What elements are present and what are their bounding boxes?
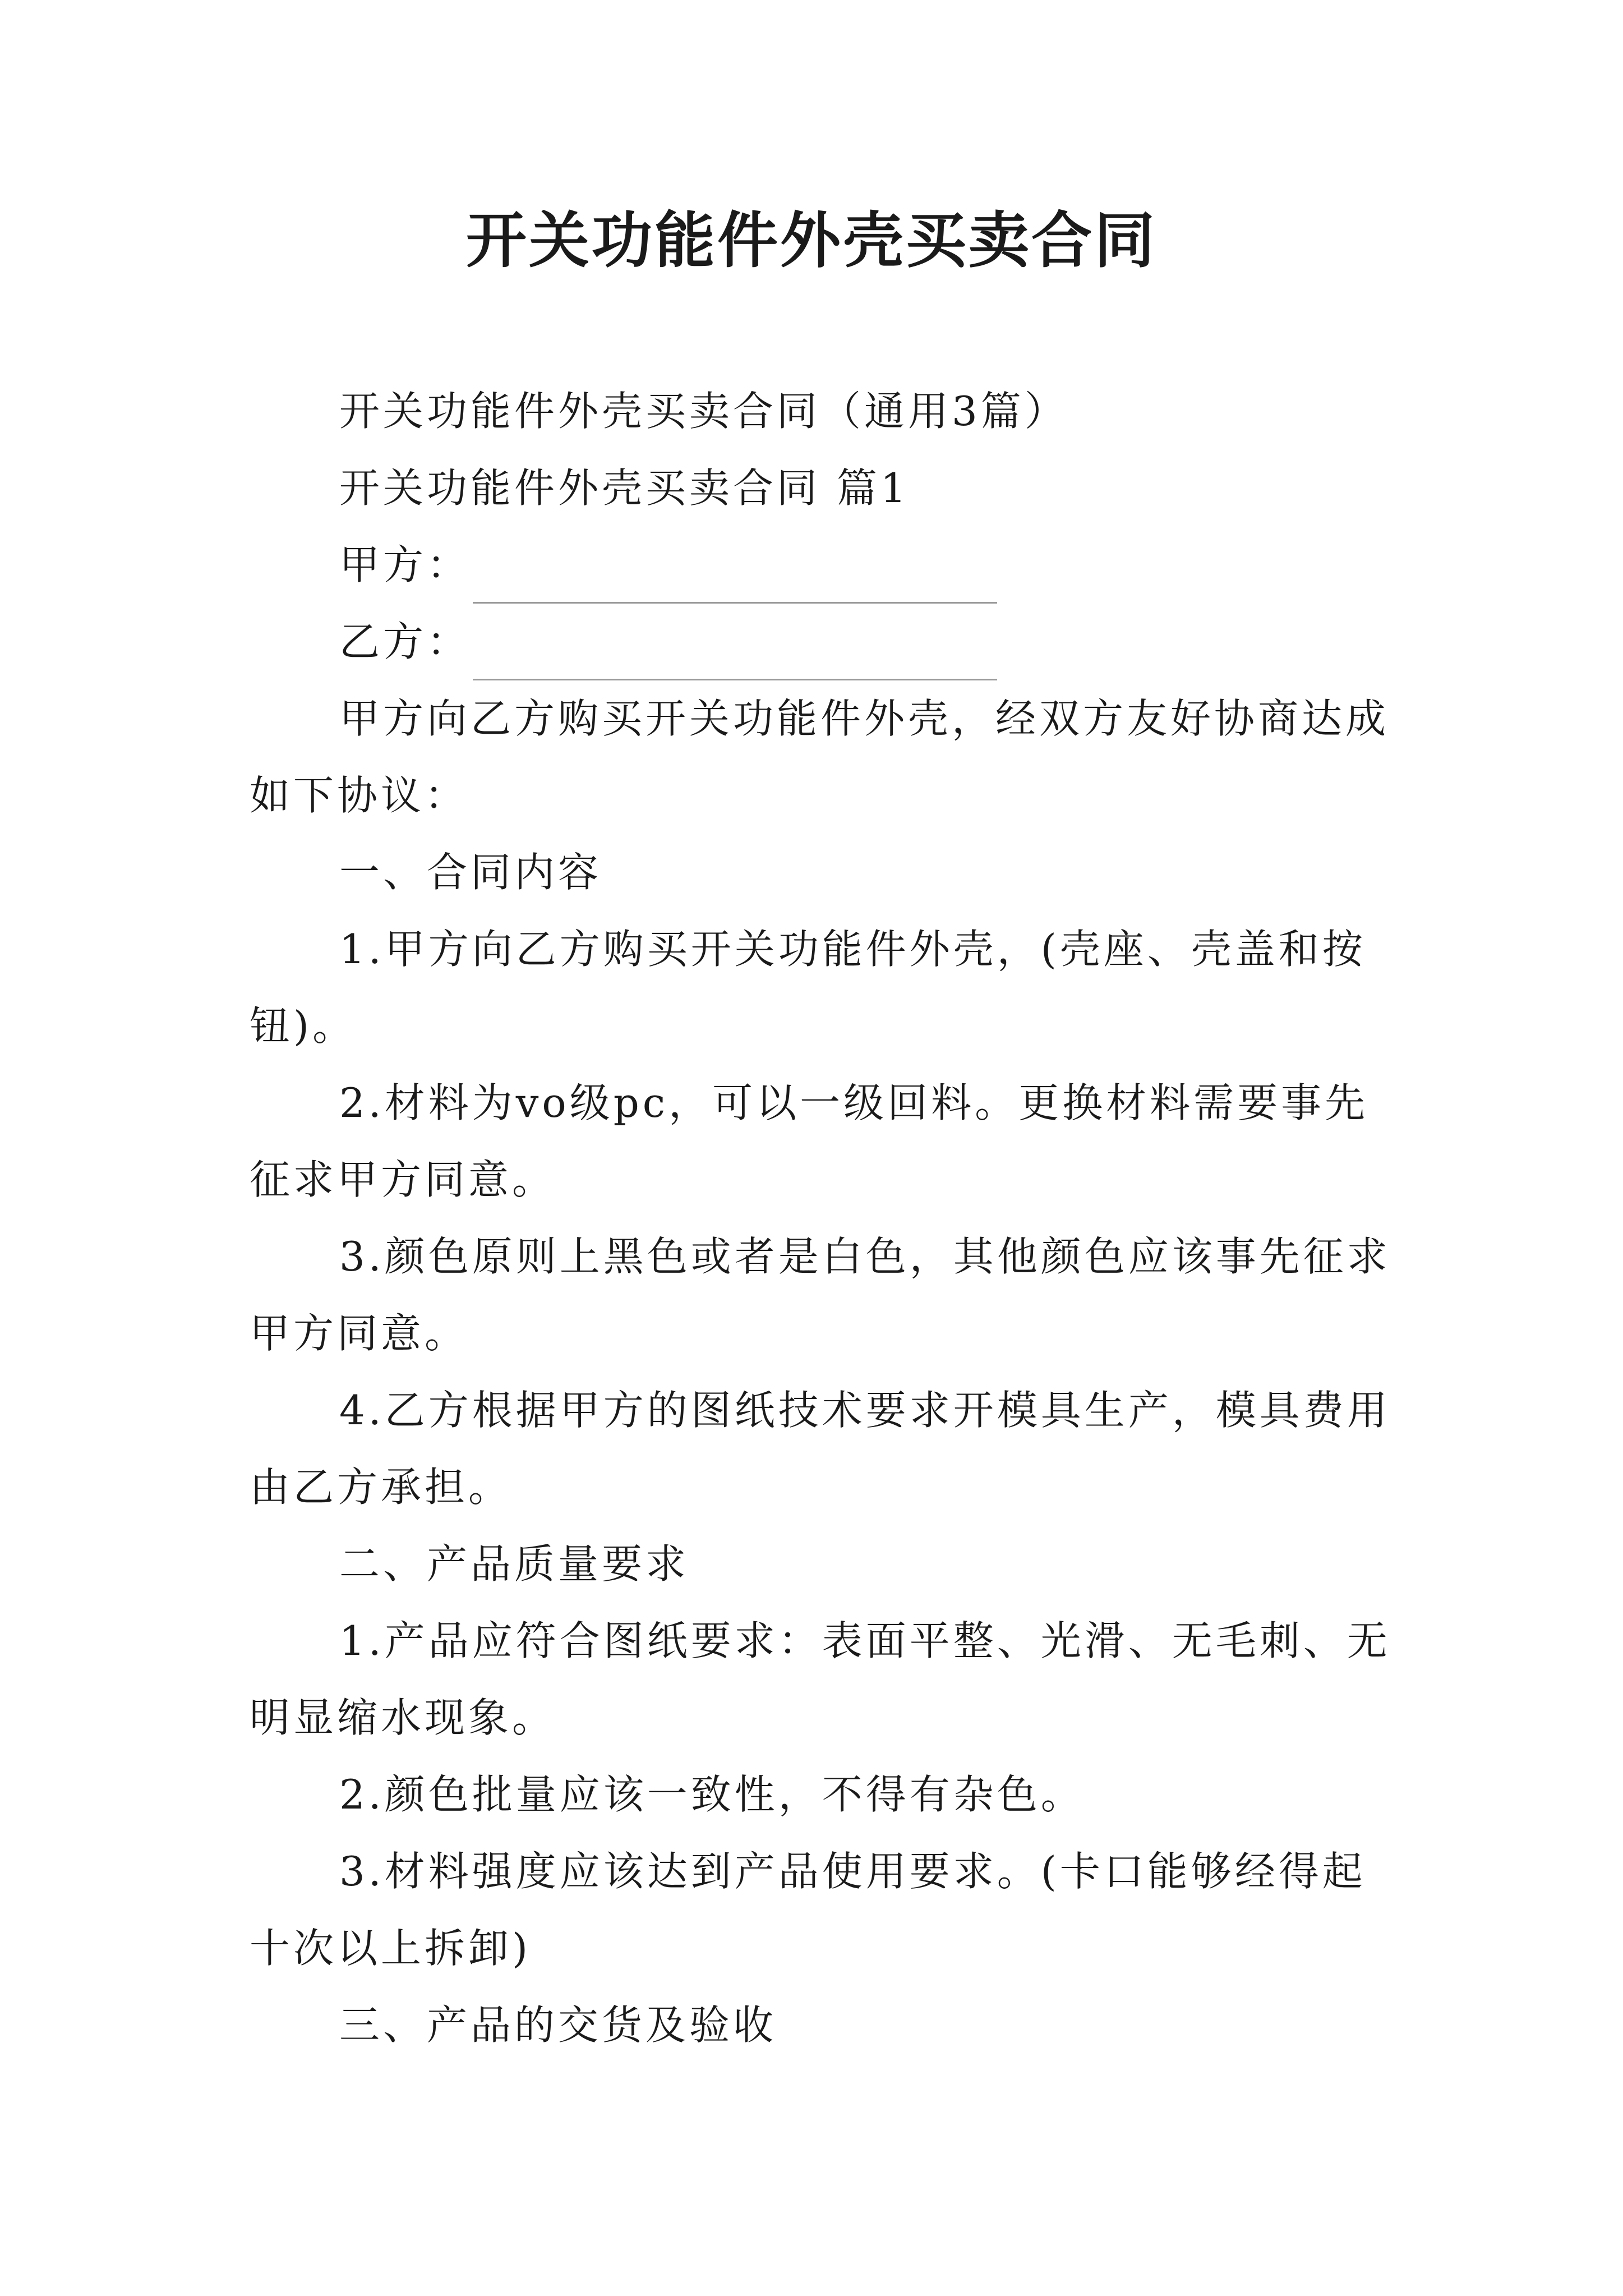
party-b-row	[250, 604, 1382, 680]
section-1-item-1-line-2: 钮)。	[250, 1002, 357, 1050]
section-2-item-2-line-1: 2.颜色批量应该一致性，不得有杂色。	[339, 1771, 1085, 1818]
section-3-heading: 三、产品的交货及验收	[339, 2001, 777, 2049]
party-b-blank-line	[473, 628, 997, 680]
section-1-item-2-line-1: 2.材料为vo级pc，可以一级回料。更换材料需要事先	[339, 1079, 1369, 1126]
document-subtitle: 开关功能件外壳买卖合同（通用3篇）	[339, 388, 1068, 435]
section-1-item-2-line-2: 征求甲方同意。	[250, 1156, 556, 1203]
document-body	[250, 373, 1391, 2064]
party-a-label: 甲方：	[339, 541, 471, 588]
section-1-item-4-line-2: 由乙方承担。	[250, 1464, 513, 1511]
section-2-heading: 二、产品质量要求	[339, 1540, 690, 1588]
section-1-item-3-line-2: 甲方同意。	[250, 1310, 469, 1357]
section-1-item-4-line-1: 4.乙方根据甲方的图纸技术要求开模具生产，模具费用	[339, 1387, 1391, 1434]
section-1-heading: 一、合同内容	[339, 849, 602, 896]
part-heading: 开关功能件外壳买卖合同 篇1	[339, 464, 910, 512]
document-title: 开关功能件外壳买卖合同	[465, 206, 1157, 276]
party-a-row	[250, 527, 1382, 604]
party-a-blank-line	[473, 551, 997, 604]
section-2-item-3-line-2: 十次以上拆卸)	[250, 1925, 532, 1972]
party-b-label: 乙方：	[339, 618, 471, 665]
section-1-item-3-line-1: 3.颜色原则上黑色或者是白色，其他颜色应该事先征求	[339, 1233, 1391, 1280]
section-2-item-1-line-2: 明显缩水现象。	[250, 1694, 556, 1741]
section-1-item-1-line-1: 1.甲方向乙方购买开关功能件外壳，(壳座、壳盖和按	[339, 926, 1366, 973]
intro-line-2: 如下协议：	[250, 772, 469, 819]
section-2-item-1-line-1: 1.产品应符合图纸要求：表面平整、光滑、无毛刺、无	[339, 1617, 1391, 1664]
section-2-item-3-line-1: 3.材料强度应该达到产品使用要求。(卡口能够经得起	[339, 1848, 1366, 1895]
intro-line-1: 甲方向乙方购买开关功能件外壳，经双方友好协商达成	[339, 695, 1390, 742]
